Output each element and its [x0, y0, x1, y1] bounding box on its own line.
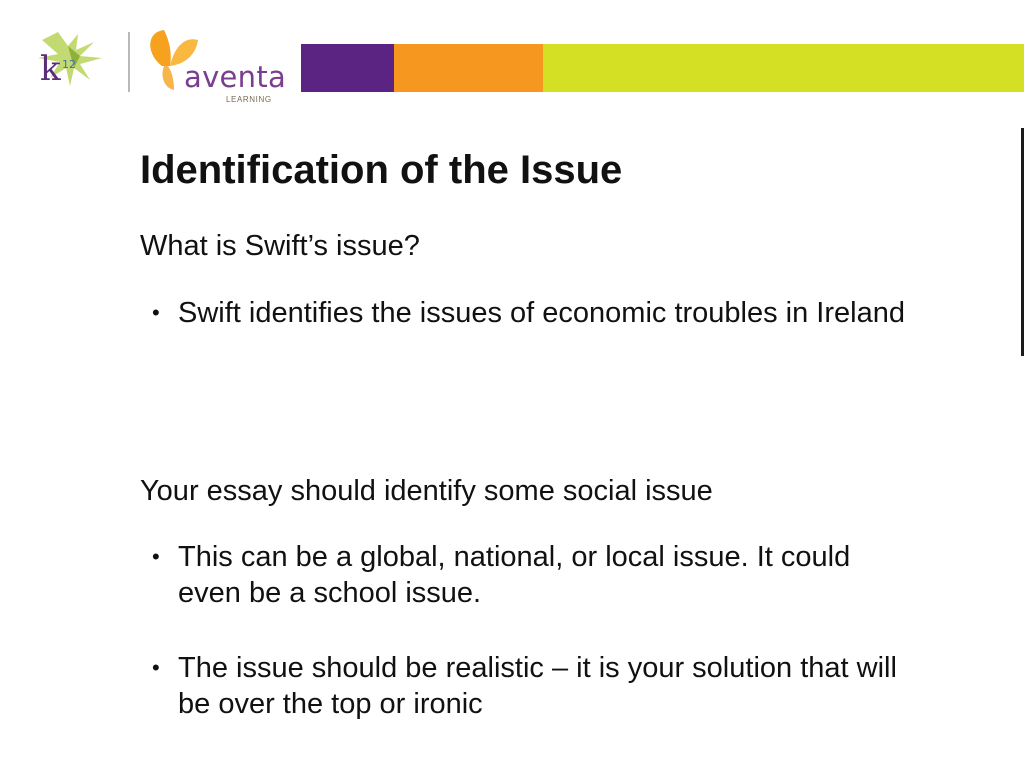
svg-text:k: k: [40, 49, 61, 89]
section2-heading: Your essay should identify some social issue: [140, 475, 713, 507]
bullet-item: [152, 650, 912, 723]
bullet-item: [152, 295, 912, 331]
header-bar-lime: [543, 44, 1024, 92]
slide-header: [0, 0, 1024, 110]
logo-divider: [128, 32, 130, 92]
section1-heading: What is Swift’s issue?: [140, 230, 420, 262]
logo-area: [28, 24, 298, 104]
svg-text:12: 12: [62, 58, 76, 71]
brand-name: aventa: [184, 60, 287, 94]
slide-title: Identification of the Issue: [140, 148, 623, 192]
header-bar-purple: [301, 44, 394, 92]
bullet-text: The issue should be realistic – it is your solution that will be over the top or ironic: [178, 652, 897, 721]
bullet-text: Swift identifies the issues of economic troubles in Ireland: [178, 297, 905, 329]
brand-sub: LEARNING: [226, 95, 272, 104]
bullet-item: [152, 539, 912, 612]
bullet-dot: •: [152, 300, 160, 325]
bullet-text: This can be a global, national, or local issue. It could even be a school issue.: [178, 541, 851, 610]
k12-logo: [28, 24, 118, 94]
bullet-dot: •: [152, 655, 160, 680]
aventa-logo: [140, 26, 300, 104]
header-bar-orange: [394, 44, 543, 92]
bullet-dot: •: [152, 544, 160, 569]
